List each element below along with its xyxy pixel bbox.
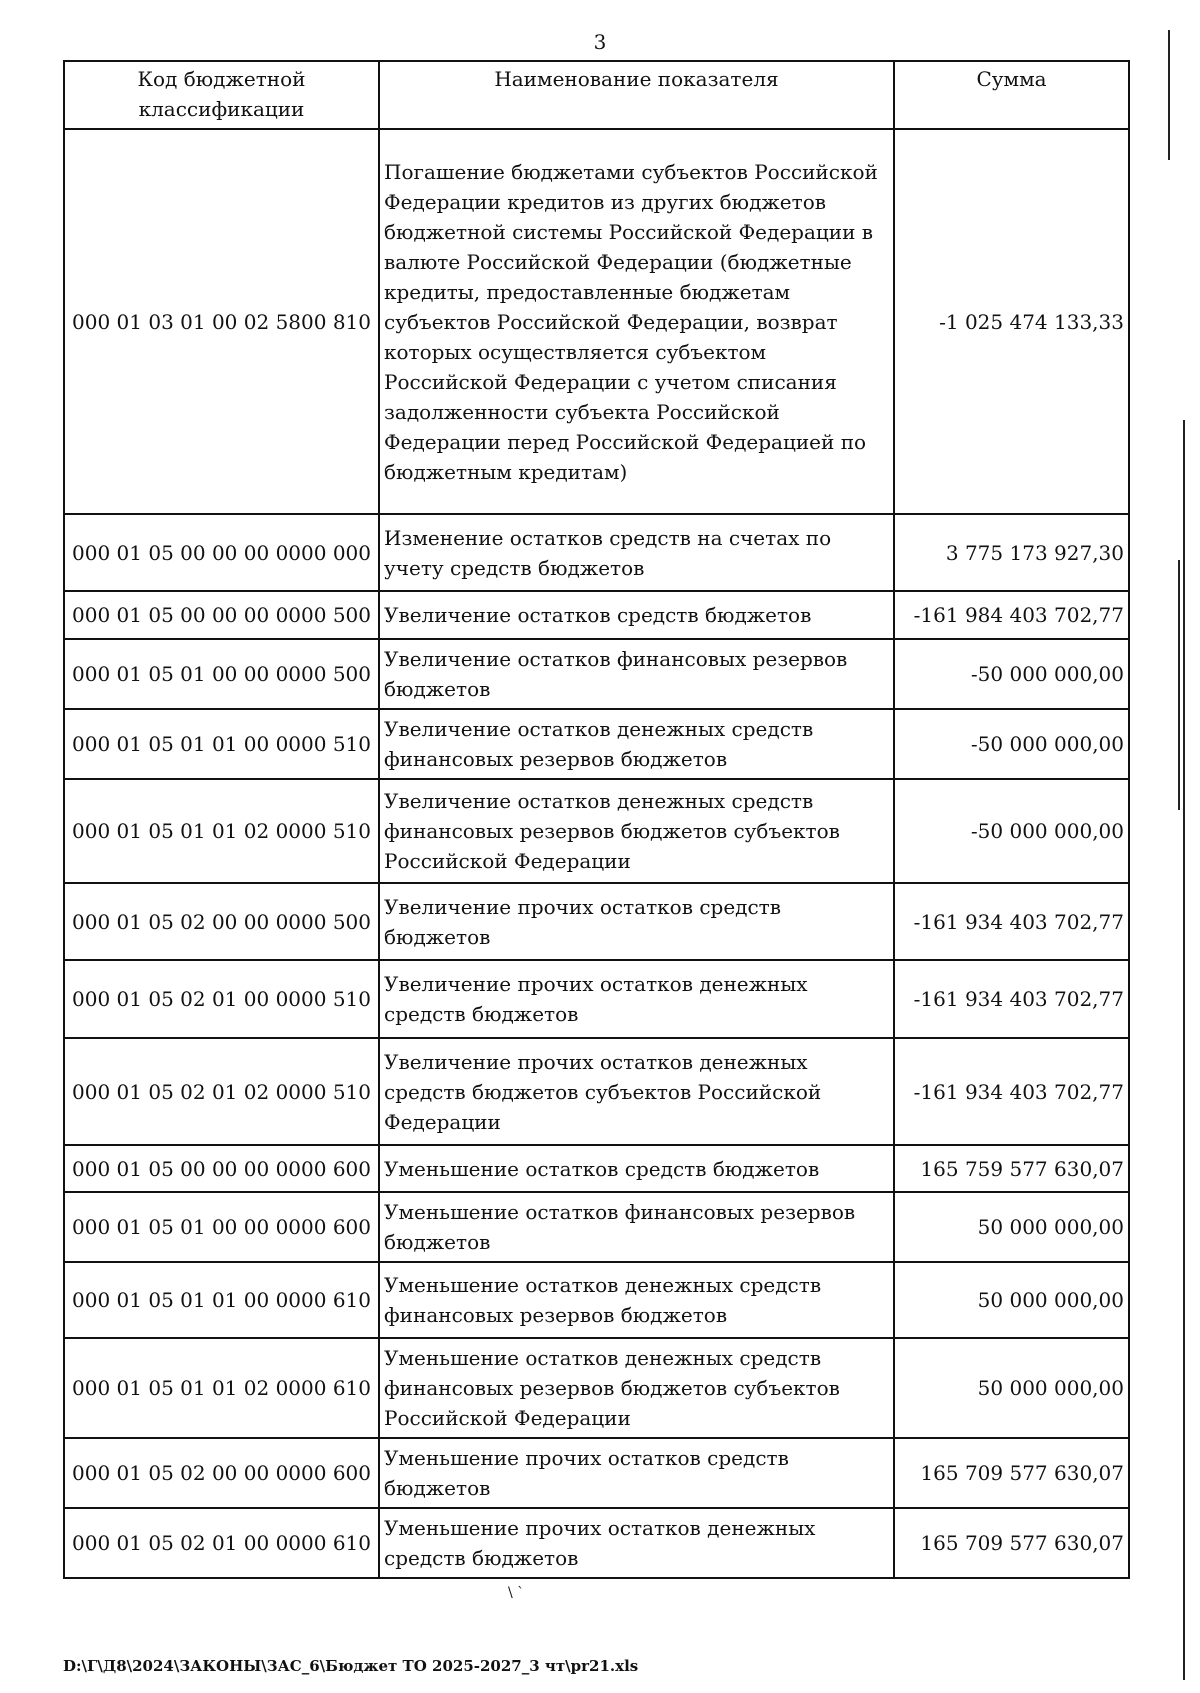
row-name: Уменьшение остатков денежных средств финансовых резервов бюджетов <box>379 1262 894 1338</box>
scan-tick-mark: \ ` <box>508 1585 525 1601</box>
budget-table <box>63 60 1130 1579</box>
table-row <box>64 1338 1129 1438</box>
row-amount: 165 759 577 630,07 <box>894 1145 1129 1192</box>
header-code: Код бюджетной классификации <box>64 61 379 129</box>
row-name: Увеличение прочих остатков средств бюджетов <box>379 883 894 960</box>
scan-edge-line <box>1178 560 1180 810</box>
row-code: 000 01 05 01 01 00 0000 610 <box>64 1262 379 1338</box>
row-amount: -161 984 403 702,77 <box>894 591 1129 639</box>
row-amount: -50 000 000,00 <box>894 639 1129 709</box>
table-header-row <box>64 61 1129 129</box>
row-name: Увеличение остатков средств бюджетов <box>379 591 894 639</box>
row-amount: -50 000 000,00 <box>894 779 1129 883</box>
table-row <box>64 883 1129 960</box>
row-code: 000 01 05 00 00 00 0000 500 <box>64 591 379 639</box>
table-row <box>64 514 1129 591</box>
table-row <box>64 960 1129 1038</box>
row-name: Погашение бюджетами субъектов Российской Федерации кредитов из других бюджетов бюджетной системы Российской Федерации в валюте Российской Федерации (бюджетные кредиты, предоставленные бюджетам субъектов Российской Федерации, возврат которых осуществляется субъектом Российской Федерации с учетом списания задолженности субъекта Российской Федерации перед Российской Федерацией по бюджетным кредитам) <box>379 129 894 514</box>
row-name: Увеличение остатков денежных средств финансовых резервов бюджетов субъектов Российской Федерации <box>379 779 894 883</box>
page-number: 3 <box>593 30 607 54</box>
row-code: 000 01 03 01 00 02 5800 810 <box>64 129 379 514</box>
header-amount: Сумма <box>894 61 1129 129</box>
row-code: 000 01 05 01 00 00 0000 600 <box>64 1192 379 1262</box>
row-name: Изменение остатков средств на счетах по учету средств бюджетов <box>379 514 894 591</box>
row-name: Уменьшение прочих остатков денежных средств бюджетов <box>379 1508 894 1578</box>
row-amount: -161 934 403 702,77 <box>894 1038 1129 1145</box>
row-name: Уменьшение остатков денежных средств финансовых резервов бюджетов субъектов Российской Федерации <box>379 1338 894 1438</box>
row-code: 000 01 05 02 00 00 0000 500 <box>64 883 379 960</box>
row-code: 000 01 05 00 00 00 0000 600 <box>64 1145 379 1192</box>
row-code: 000 01 05 02 01 00 0000 610 <box>64 1508 379 1578</box>
row-amount: -50 000 000,00 <box>894 709 1129 779</box>
row-name: Уменьшение остатков средств бюджетов <box>379 1145 894 1192</box>
row-amount: 165 709 577 630,07 <box>894 1438 1129 1508</box>
scan-edge-line <box>1168 30 1170 160</box>
row-name: Увеличение прочих остатков денежных средств бюджетов субъектов Российской Федерации <box>379 1038 894 1145</box>
table-row <box>64 1508 1129 1578</box>
row-name: Уменьшение остатков финансовых резервов бюджетов <box>379 1192 894 1262</box>
row-amount: 165 709 577 630,07 <box>894 1508 1129 1578</box>
row-amount: -161 934 403 702,77 <box>894 960 1129 1038</box>
table-row <box>64 639 1129 709</box>
row-code: 000 01 05 01 01 02 0000 510 <box>64 779 379 883</box>
row-amount: 3 775 173 927,30 <box>894 514 1129 591</box>
footer-file-path: D:\Г\Д8\2024\ЗАКОНЫ\ЗАС_6\Бюджет ТО 2025-2027_3 чт\pr21.xls <box>63 1657 639 1675</box>
table-row <box>64 1145 1129 1192</box>
row-code: 000 01 05 02 01 02 0000 510 <box>64 1038 379 1145</box>
row-amount: -1 025 474 133,33 <box>894 129 1129 514</box>
table-row <box>64 1038 1129 1145</box>
row-amount: 50 000 000,00 <box>894 1262 1129 1338</box>
table-row <box>64 779 1129 883</box>
table-row <box>64 1262 1129 1338</box>
table-row <box>64 129 1129 514</box>
row-code: 000 01 05 01 01 02 0000 610 <box>64 1338 379 1438</box>
table-row <box>64 1192 1129 1262</box>
table-row <box>64 709 1129 779</box>
row-name: Увеличение прочих остатков денежных средств бюджетов <box>379 960 894 1038</box>
row-code: 000 01 05 00 00 00 0000 000 <box>64 514 379 591</box>
scan-edge-line <box>1183 420 1185 1680</box>
header-name: Наименование показателя <box>379 61 894 129</box>
row-name: Увеличение остатков финансовых резервов бюджетов <box>379 639 894 709</box>
table-row <box>64 1438 1129 1508</box>
row-code: 000 01 05 02 01 00 0000 510 <box>64 960 379 1038</box>
row-code: 000 01 05 02 00 00 0000 600 <box>64 1438 379 1508</box>
row-name: Увеличение остатков денежных средств финансовых резервов бюджетов <box>379 709 894 779</box>
row-code: 000 01 05 01 00 00 0000 500 <box>64 639 379 709</box>
table-row <box>64 591 1129 639</box>
row-amount: 50 000 000,00 <box>894 1192 1129 1262</box>
row-name: Уменьшение прочих остатков средств бюджетов <box>379 1438 894 1508</box>
row-amount: -161 934 403 702,77 <box>894 883 1129 960</box>
row-code: 000 01 05 01 01 00 0000 510 <box>64 709 379 779</box>
row-amount: 50 000 000,00 <box>894 1338 1129 1438</box>
